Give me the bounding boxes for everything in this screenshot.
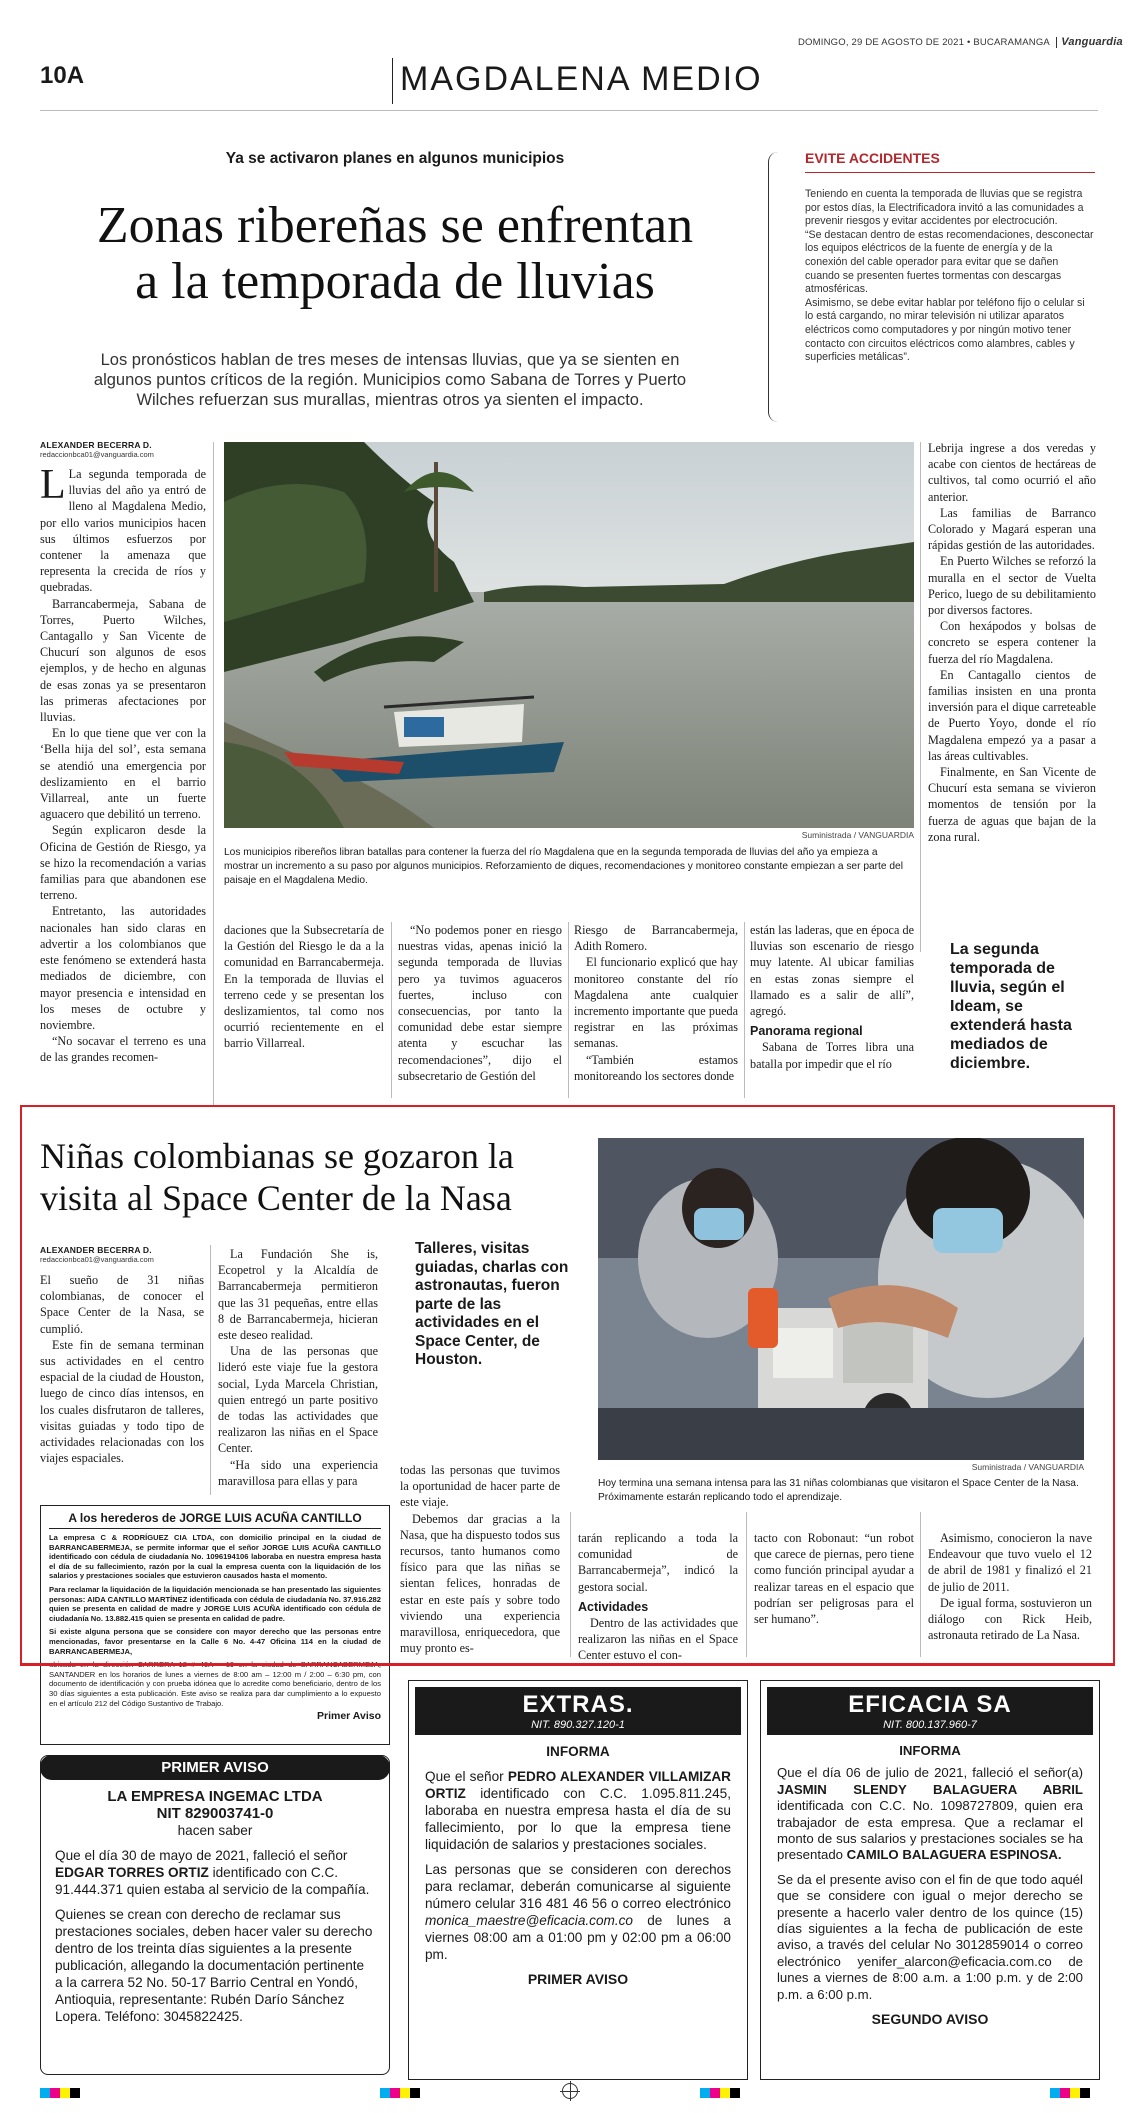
paragraph: “También estamos monitoreando los sectores donde: [574, 1052, 738, 1083]
paragraph: Este fin de semana terminan sus actividades en el centro espacial de la ciudad de Houston, luego de cinco días intensos, en los cuales disfrutaron de talleres, visitas guiadas y todo tipo de actividades relacionadas con los viajes espaciales.: [40, 1337, 204, 1466]
notice-p2: [425, 1861, 731, 1963]
article-column-3: [398, 922, 562, 1098]
byline-email: redaccionbca01@vanguardia.com: [40, 1255, 154, 1264]
notice-footer: Primer Aviso: [317, 1710, 381, 1723]
paragraph: daciones que la Subsecretaría de la Gestión del Riesgo le da a la comunidad en Barrancabermeja. En la temporada de lluvias el terreno cede y se presentan los deslizamientos, tal como nos ocurrió recientemente en el barrio Villarreal.: [224, 923, 384, 1051]
notice-p1: [777, 1765, 1083, 1863]
paragraph: Barrancabermeja, Sabana de Torres, Puerto Wilches, Cantagallo y San Vicente de Chucurí son algunos de esos ejemplos, y de hecho en algunas de esas zonas ya se presentaron las primeras afectaciones por lluvias.: [40, 596, 206, 725]
paragraph: En Puerto Wilches se reforzó la muralla en el sector de Vuelta Perico, luego de su debilitamiento por diversos factores.: [928, 554, 1096, 618]
headline-line-2: a la temporada de lluvias: [135, 253, 655, 310]
article-deck: Los pronósticos hablan de tres meses de intensas lluvias, que ya se sienten en algunos puntos críticos de la región. Municipios como Sabana de Torres y Puerto Wilches refuerzan sus murallas, mientras otros ya sienten el impacto.: [93, 351, 687, 409]
paragraph: De igual forma, sostuvieron un diálogo con Rick Heib, astronauta retirado de La Nasa.: [928, 1595, 1092, 1643]
paragraph: El funcionario explicó que hay monitoreo constante del río Magdalena ante cualquier incremento importante que pueda registrar en las próximas semanas.: [574, 955, 738, 1051]
article2-pull-quote: Talleres, visitas guiadas, charlas con astronautas, fueron parte de las actividades en el Space Center, de Houston.: [415, 1240, 569, 1368]
sidebar-bracket: [768, 152, 780, 422]
text: Que el día 06 de julio de 2021, falleció el señor(a): [777, 1765, 1083, 1781]
notice-p2: Quienes se crean con derecho de reclamar sus prestaciones sociales, deben hacer valer su derecho dentro de los treinta días siguientes a la presente publicación, allegando la documentación pertinente a la carrera 52 No. 50-17 Barrio Central en Yondó, Antioquia, representante: Rubén Darío Sánchez Lopera. Teléfono: 3045822425.: [55, 1907, 373, 2024]
paragraph: Una de las personas que lideró este viaje fue la gestora social, Lyda Marcela Christian, quien entregó un parte positivo de todas las actividades que realizaron las niñas en el Space Center.: [218, 1344, 378, 1456]
pull-quote: La segunda temporada de lluvia, según el Ideam, se extenderá hasta mediados de diciembre.: [950, 941, 1072, 1072]
photo-credit: Suministrada / VANGUARDIA: [801, 830, 914, 840]
paragraph: están las laderas, que en época de lluvias son escenario de riesgo muy latente. Al ubicar familias en estas zonas siempre el llamado es a salir de allí”, agregó.: [750, 923, 914, 1019]
notice-title: A los herederos de JORGE LUIS ACUÑA CANTILLO: [49, 1511, 381, 1529]
article-column-5: [750, 922, 914, 1098]
paragraph: Finalmente, en San Vicente de Chucurí esta semana se vivieron momentos de tensión por la fuerza de aguas que bajan de la zona rural.: [928, 765, 1096, 844]
text: Que el día 30 de mayo de 2021, falleció el señor: [55, 1848, 348, 1863]
notice-p1: La empresa C & RODRÍGUEZ CIA LTDA, con domicilio principal en la ciudad de BARRANCABERMEJA, se permite informar que el señor JORGE LUIS ACUÑA CANTILLO identificado con cédula de ciudadanía No. 1096194106 laboraba en nuestra empresa hasta el día de su fallecimiento, razón por la cual la empresa cuenta con la liquidación de los salarios y prestaciones sociales que estuvieron causados hasta el momento.: [49, 1533, 381, 1581]
article2-column-1: [40, 1272, 204, 1466]
sidebar-text: [805, 188, 1095, 365]
paragraph: tacto con Robonaut: “un robot que carece de piernas, pero tiene como función principal ayudar a realizar tareas en el espacio que podrían ser peligrosas para el ser humano”.: [754, 1531, 914, 1627]
notice-sub: hacen saber: [177, 1823, 253, 1838]
paragraph: El sueño de 31 niñas colombianas, de conocer el Space Center de la Nasa, se cumplió.: [40, 1273, 204, 1336]
paragraph: Asimismo, conocieron la nave Endeavour que tuvo vuelo el 12 de abril de 1981 y finalizó el 21 de julio de 2011.: [928, 1531, 1092, 1594]
paragraph: “No socavar el terreno es una de las grandes recomen-: [40, 1034, 206, 1065]
article2-column-5: [754, 1530, 914, 1627]
paragraph: Lebrija ingrese a dos veredas y acabe con cientos de hectáreas de cultivos, tal como ocurrió el año anterior.: [928, 441, 1096, 504]
notice-banner: PRIMER AVISO: [40, 1755, 390, 1780]
notice-nit: NIT. 890.327.120-1: [531, 1719, 625, 1731]
notice-nit: NIT 829003741-0: [156, 1805, 274, 1822]
headline-line-1: Zonas ribereñas se enfrentan: [96, 197, 694, 254]
sidebar-p2: “Se destacan dentro de estas recomendaciones, desconectar los equipos eléctricos de la fuente de energía y de la conexión del cable operador para evitar que se dañen cuando se presenten fuertes tormentas con descargas atmosféricas.: [805, 228, 1094, 296]
river-boat-illustration: [224, 442, 914, 828]
byline-email: redaccionbca01@vanguardia.com: [40, 450, 154, 459]
article2-headline: [40, 1135, 600, 1219]
notice-p3: Si existe alguna persona que se considere con mayor derecho que las personas entre mencionadas, favor presentarse en la Calle 6 No. 4-47 Oficina 114 en la ciudad de BARRANCABERMEJA,: [49, 1627, 381, 1656]
paragraph: Debemos dar gracias a la Nasa, que ha dispuesto todos sus recursos, tanto humanos como físico para que las niñas se sientan felices, honradas de estar en este país y sobre todo viviendo una experiencia maravillosa, enriquecedora, que muy pronto es-: [400, 1511, 560, 1656]
subhead: Panorama regional: [750, 1024, 863, 1039]
students-robotics-illustration: [598, 1138, 1084, 1460]
headline-line-1: Niñas colombianas se gozaron la: [40, 1136, 514, 1176]
brand-name: Vanguardia: [1061, 36, 1123, 48]
byline-name: ALEXANDER BECERRA D.: [40, 440, 152, 450]
registration-bar-left: [40, 2088, 80, 2098]
paragraph: Las familias de Barranco Colorado y Magará esperan una rápidas gestión de las autoridades.: [928, 505, 1096, 553]
notice-header: [767, 1687, 1093, 1735]
article-headline: [40, 198, 750, 310]
sidebar-p1: Teniendo en cuenta la temporada de lluvias que se registra por estos días, la Electrificadora invitó a las comunidades a prevenir riesgos y evitar accidentes por electrocución.: [805, 188, 1084, 228]
paragraph: Dentro de las actividades que realizaron las niñas en el Space Center estuvo el con-: [578, 1616, 738, 1663]
paragraph: La Fundación She is, Ecopetrol y la Alcaldía de Barrancabermeja permitieron que las 31 pequeñas, entre ellas 8 de Barrancabermeja, hicieran este deseo realidad.: [218, 1247, 378, 1343]
notice-header: [415, 1687, 741, 1735]
deceased-name: JASMIN SLENDY BALAGUERA ABRIL: [777, 1781, 1083, 1797]
notice-eficacia: [760, 1680, 1100, 2080]
headline-line-2: visita al Space Center de la Nasa: [40, 1178, 512, 1218]
sidebar-title: EVITE ACCIDENTES: [805, 150, 940, 166]
notice-p4: SANTANDER en los horarios de lunes a viernes de 8:00 am – 12:00 m / 2:00 – 6:30 pm, con documento de identificación y con prueba idónea que lo acredite como beneficiario, dentro de los 30 días siguientes a esta publicación. Este aviso se realiza para dar cumplimiento a lo expuesto en el artículo 212 del Código Sustantivo de Trabajo.: [49, 1669, 381, 1708]
registration-bar-mid-right: [700, 2088, 740, 2098]
notice-informa: INFORMA: [899, 1743, 961, 1758]
notice-nit: NIT. 800.137.960-7: [883, 1719, 977, 1731]
notice-p1: [425, 1768, 731, 1853]
notice-p2: Para reclamar la liquidación de la liquidación mencionada se han presentado las siguientes personas: AIDA CANTILLO MARTÍNEZ identificada con cédula de ciudadanía No. 37.916.282 quien se presenta en calidad de madre y JORGE LUIS ACUÑA identificado con cédula de ciudadanía No. 13.882.415 quien se presenta en calidad de padre.: [49, 1584, 381, 1623]
notice-title: EFICACIA SA: [848, 1691, 1012, 1718]
paragraph: tarán replicando a toda la comunidad de Barrancabermeja”, indicó la gestora social.: [578, 1531, 738, 1594]
notice-extras: [408, 1680, 748, 2080]
deceased-name: EDGAR TORRES ORTIZ: [55, 1865, 209, 1880]
paragraph: Riesgo de Barrancabermeja, Adith Romero.: [574, 923, 738, 954]
registration-target-icon: [562, 2083, 578, 2099]
notice-informa: INFORMA: [546, 1744, 610, 1759]
page-number: 10A: [40, 62, 85, 89]
claimant-name: CAMILO BALAGUERA ESPINOSA.: [846, 1847, 1062, 1863]
text: identificada con C.C. No. 1098727809, quien era trabajador de esta empresa. Que a reclamar el monto de sus salarios y prestaciones sociales se ha presentado: [777, 1798, 1083, 1863]
text: de lunes a viernes 08:00 am a 01:00 pm y 02:00 pm a 06:00 pm.: [425, 1913, 731, 1962]
article2-column-2: [218, 1246, 378, 1489]
notice-acuna: [40, 1505, 390, 1745]
paragraph: En lo que tiene que ver con la ‘Bella hija del sol’, esta semana se atendió una emergencia por deslizamiento en el barrio Villarreal, ante un fuerte aguacero que debilitó un terreno.: [40, 726, 206, 822]
article-column-6: [928, 440, 1096, 845]
article-column-2: [224, 922, 384, 1098]
article2-column-4: [578, 1530, 738, 1664]
river-photo: [224, 442, 914, 828]
paragraph: Entretanto, las autoridades nacionales han sido claras en advertir a los colombianos que este fenómeno se extenderá hasta mediados de diciembre, con mayor presencia e intensidad en los meses de octubre y noviembre.: [40, 904, 206, 1032]
notice-title: EXTRAS.: [522, 1691, 634, 1718]
notice-footer: PRIMER AVISO: [527, 1971, 629, 1987]
dateline: [798, 36, 1123, 48]
text: Que el señor: [425, 1769, 508, 1784]
registration-bar-mid-left: [380, 2088, 420, 2098]
article2-column-3: [400, 1462, 560, 1656]
article2-byline: [40, 1245, 154, 1264]
byline: [40, 440, 154, 459]
notice-company: LA EMPRESA INGEMAC LTDA: [107, 1788, 323, 1805]
paragraph: “No podemos poner en riesgo nuestras vidas, apenas inició la segunda temporada de lluvias pero ya tuvimos aguaceros fuertes, incluso con consecuencias, por tanto la comunidad debe estar siempre atenta y escuchar las recomendaciones”, dijo el subsecretario de Gestión del: [398, 923, 562, 1083]
notice-p1: [55, 1847, 375, 1898]
paragraph: “Ha sido una experiencia maravillosa para ellas y para: [218, 1457, 378, 1488]
text: identificado con C.C. 1.095.811.245, laboraba en nuestra empresa hasta el día de su fallecimiento, por lo que la empresa tiene liquidación de salarios y prestaciones sociales.: [425, 1786, 731, 1852]
photo-caption: Los municipios ribereños libran batallas para contener la fuerza del río Magdalena que en la segunda temporada de lluvias del año ya empieza a mostrar un incremento a su paso por algunos municipios. Reforzamiento de diques, recomendaciones y monitoreo constante empiezan a ser parte del paisaje en el Magdalena Medio.: [224, 847, 903, 886]
paragraph: Según explicaron desde la Oficina de Gestión de Riesgo, ya se hizo la recomendación a varias familias para que abandonen ese terreno.: [40, 823, 206, 903]
sidebar-p3: Asimismo, se debe evitar hablar por teléfono fijo o celular si lo está cargando, no mirar televisión ni utilizar aparatos eléctricos como computadores y por ningún motivo tener contacto con circuitos eléctricos como alambres, cables y superficies metálicas”.: [805, 296, 1085, 364]
section-title: MAGDALENA MEDIO: [400, 60, 763, 98]
paragraph-lead: [40, 462, 206, 596]
article2-column-6: [928, 1530, 1092, 1643]
notice-ingemac: [40, 1755, 390, 2075]
paragraph: Con hexápodos y bolsas de concreto se espera contener la fuerza del río Magdalena.: [928, 619, 1096, 666]
drop-cap: L: [40, 462, 66, 508]
text: identificado con C.C. 91.444.371 quien estaba al servicio de la compañía.: [55, 1865, 370, 1897]
paragraph-lead-text: La segunda temporada de lluvias del año ya entró de lleno al Magdalena Medio, por ello varios municipios hacen sus últimos esfuerzos por contener la amenaza que representa la crecida de ríos y quebradas.: [40, 467, 206, 595]
highlight-box-bottom: [20, 1663, 1115, 1666]
space-center-photo: [598, 1138, 1084, 1460]
registration-bar-right: [1050, 2088, 1090, 2098]
dateline-text: DOMINGO, 29 DE AGOSTO DE 2021 • BUCARAMANGA: [798, 37, 1050, 48]
text: Las personas que se consideren con derechos para reclamar, deberán comunicarse al siguiente número celular 316 481 46 56 o correo electrónico: [425, 1862, 731, 1911]
email: monica_maestre@eficacia.com.co: [425, 1913, 633, 1928]
notice-footer: SEGUNDO AVISO: [871, 2011, 989, 2028]
article-kicker: Ya se activaron planes en algunos municipios: [225, 150, 565, 167]
paragraph: En Cantagallo cientos de familias insisten en una pronta inversión para el dique carreteable de Puerto Yoyo, donde el río Magdalena empezó ya a pasar a las áreas cultivables.: [928, 667, 1096, 763]
photo-caption: Hoy termina una semana intensa para las 31 niñas colombianas que visitaron el Space Center de la Nasa. Próximamente estarán replicando todo el aprendizaje.: [598, 1478, 1079, 1503]
deceased-name: PEDRO ALEXANDER VILLAMIZAR ORTIZ: [425, 1769, 731, 1801]
subhead: Actividades: [578, 1599, 649, 1614]
notice-p2: Se da el presente aviso con el fin de que todo aquél que se considere con igual o mejor derecho se presente a hacerlo valer dentro de los quince (15) días siguientes a la fecha de publicación de este aviso, a través del celular No 3012859014 o correo electrónico yenifer_alarcon@eficacia.com.co de lunes a viernes de 8:00 a.m. a 1:00 p.m. y de 2:00 p.m. a 6:00 p.m.: [777, 1871, 1083, 2002]
paragraph: todas las personas que tuvimos la oportunidad de hacer parte de este viaje.: [400, 1463, 560, 1510]
article-column-1: [40, 462, 206, 1066]
article-column-4: [574, 922, 738, 1098]
paragraph: Sabana de Torres libra una batalla por impedir que el río: [750, 1040, 914, 1071]
photo-credit: Suministrada / VANGUARDIA: [971, 1462, 1084, 1472]
byline-name: ALEXANDER BECERRA D.: [40, 1245, 152, 1255]
